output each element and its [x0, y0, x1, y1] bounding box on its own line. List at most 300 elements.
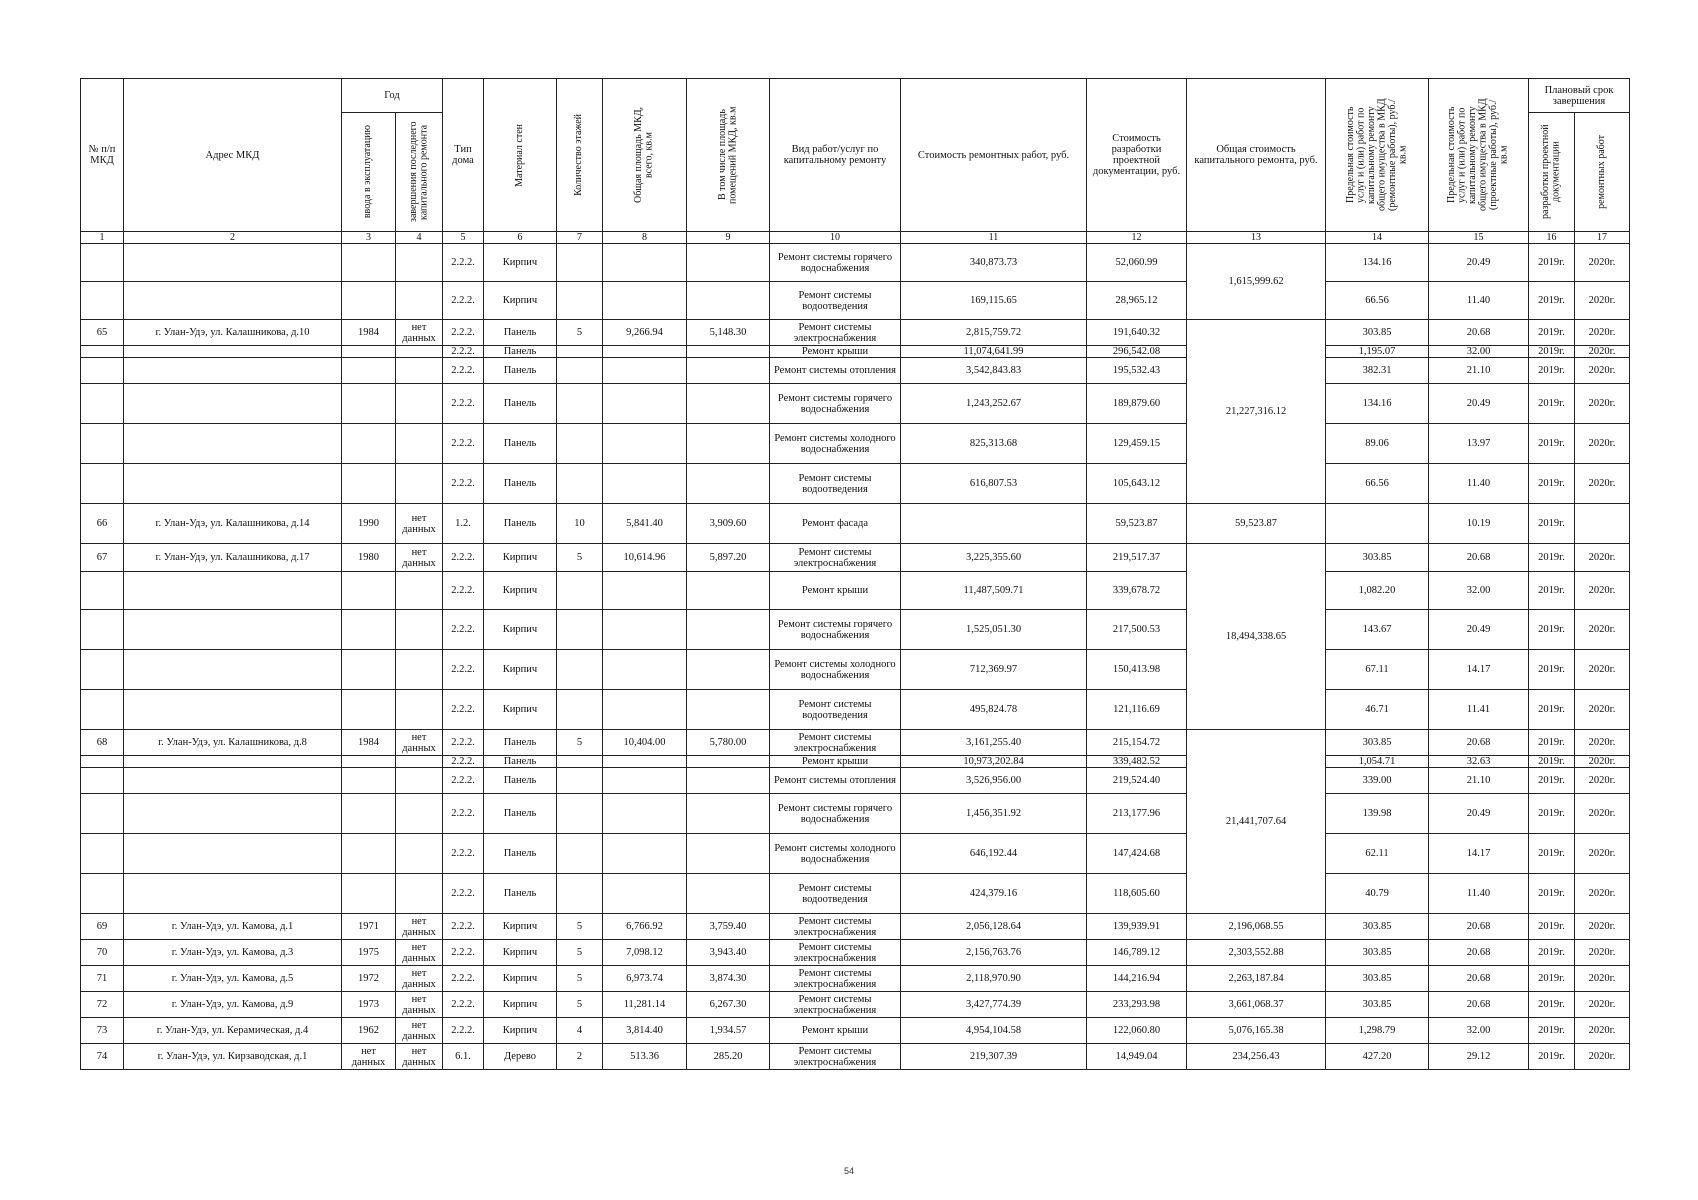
- table-cell: Кирпич: [484, 282, 557, 320]
- table-cell: [124, 244, 342, 282]
- column-number: 8: [603, 232, 687, 244]
- table-cell: 2020г.: [1575, 610, 1630, 650]
- table-cell: [342, 610, 396, 650]
- table-cell: 339,482.52: [1087, 756, 1187, 768]
- table-cell: 29.12: [1429, 1044, 1529, 1070]
- column-number: 3: [342, 232, 396, 244]
- table-cell: [124, 282, 342, 320]
- total-cost: 2,263,187.84: [1187, 966, 1326, 992]
- table-cell: 2.2.2.: [443, 320, 484, 346]
- table-cell: 215,154.72: [1087, 730, 1187, 756]
- table-cell: 1,082.20: [1326, 572, 1429, 610]
- table-cell: 219,517.37: [1087, 544, 1187, 572]
- table-cell: Ремонт фасада: [770, 504, 901, 544]
- table-cell: [603, 424, 687, 464]
- table-row: [81, 282, 1630, 320]
- table-cell: 13.97: [1429, 424, 1529, 464]
- table-cell: 2.2.2.: [443, 384, 484, 424]
- table-row: [81, 874, 1630, 914]
- table-cell: 2019г.: [1529, 690, 1575, 730]
- table-cell: [396, 768, 443, 794]
- table-cell: [687, 384, 770, 424]
- table-cell: 2,815,759.72: [901, 320, 1087, 346]
- table-cell: [687, 650, 770, 690]
- table-cell: 4,954,104.58: [901, 1018, 1087, 1044]
- total-cost: 1,615,999.62: [1187, 244, 1326, 320]
- table-cell: Кирпич: [484, 650, 557, 690]
- table-cell: 2020г.: [1575, 346, 1630, 358]
- header-cell: Общая стоимость капитального ремонта, руб.: [1187, 79, 1326, 232]
- table-cell: [687, 690, 770, 730]
- table-cell: нет данных: [396, 966, 443, 992]
- table-cell: 2020г.: [1575, 768, 1630, 794]
- table-cell: [81, 874, 124, 914]
- table-cell: [124, 690, 342, 730]
- table-cell: [124, 768, 342, 794]
- table-cell: 825,313.68: [901, 424, 1087, 464]
- table-cell: [557, 610, 603, 650]
- table-cell: 2020г.: [1575, 650, 1630, 690]
- table-row: [81, 1018, 1630, 1044]
- table-cell: [81, 834, 124, 874]
- table-cell: 2019г.: [1529, 384, 1575, 424]
- table-cell: 7,098.12: [603, 940, 687, 966]
- table-cell: 2.2.2.: [443, 610, 484, 650]
- table-cell: [603, 572, 687, 610]
- table-cell: Ремонт системы водоотведения: [770, 690, 901, 730]
- table-cell: [1326, 504, 1429, 544]
- table-cell: 67: [81, 544, 124, 572]
- header-cell: Вид работ/услуг по капитальному ремонту: [770, 79, 901, 232]
- table-cell: 2.2.2.: [443, 690, 484, 730]
- table-cell: [687, 756, 770, 768]
- table-cell: 2.2.2.: [443, 464, 484, 504]
- table-cell: Ремонт системы отопления: [770, 358, 901, 384]
- header-cell: разработки проектной документации: [1529, 113, 1575, 232]
- table-cell: 2019г.: [1529, 320, 1575, 346]
- table-cell: 143.67: [1326, 610, 1429, 650]
- table-cell: 1975: [342, 940, 396, 966]
- table-cell: 2020г.: [1575, 834, 1630, 874]
- header-cell: № п/п МКД: [81, 79, 124, 232]
- table-cell: 66.56: [1326, 464, 1429, 504]
- table-cell: 9,266.94: [603, 320, 687, 346]
- table-cell: [603, 464, 687, 504]
- table-cell: 11,281.14: [603, 992, 687, 1018]
- table-cell: [81, 690, 124, 730]
- table-row: [81, 834, 1630, 874]
- table-row: [81, 244, 1630, 282]
- table-row: [81, 966, 1630, 992]
- table-cell: [603, 690, 687, 730]
- table-cell: [603, 650, 687, 690]
- table-cell: г. Улан-Удэ, ул. Калашникова, д.10: [124, 320, 342, 346]
- table-cell: 340,873.73: [901, 244, 1087, 282]
- table-cell: 5: [557, 320, 603, 346]
- table-cell: 6,973.74: [603, 966, 687, 992]
- table-cell: 2020г.: [1575, 424, 1630, 464]
- table-cell: 11.40: [1429, 874, 1529, 914]
- total-cost: 21,227,316.12: [1187, 320, 1326, 504]
- table-cell: [396, 346, 443, 358]
- table-cell: [396, 424, 443, 464]
- table-cell: 2020г.: [1575, 1018, 1630, 1044]
- table-cell: 2019г.: [1529, 730, 1575, 756]
- table-cell: [81, 346, 124, 358]
- table-cell: Ремонт крыши: [770, 756, 901, 768]
- header-cell: Плановый срок завершения: [1529, 79, 1630, 113]
- table-cell: нет данных: [342, 1044, 396, 1070]
- header-cell: В том числе площадь помещений МКД, кв.м: [687, 79, 770, 232]
- header-cell: Тип дома: [443, 79, 484, 232]
- table-cell: [557, 244, 603, 282]
- table-cell: 11.40: [1429, 282, 1529, 320]
- table-cell: [396, 794, 443, 834]
- column-number: 13: [1187, 232, 1326, 244]
- table-cell: Ремонт системы горячего водоснабжения: [770, 794, 901, 834]
- table-cell: [687, 768, 770, 794]
- table-cell: 5,780.00: [687, 730, 770, 756]
- header-cell: Общая площадь МКД, всего, кв.м: [603, 79, 687, 232]
- table-cell: 2: [557, 1044, 603, 1070]
- table-cell: 5: [557, 730, 603, 756]
- table-cell: 5: [557, 914, 603, 940]
- table-cell: 21.10: [1429, 768, 1529, 794]
- table-cell: 71: [81, 966, 124, 992]
- table-cell: Ремонт системы холодного водоснабжения: [770, 424, 901, 464]
- table-cell: 1,456,351.92: [901, 794, 1087, 834]
- table-cell: 5: [557, 544, 603, 572]
- table-cell: 20.68: [1429, 940, 1529, 966]
- table-cell: [603, 358, 687, 384]
- table-cell: [687, 424, 770, 464]
- table-cell: 2019г.: [1529, 768, 1575, 794]
- table-cell: [603, 384, 687, 424]
- table-cell: 65: [81, 320, 124, 346]
- table-row: [81, 940, 1630, 966]
- table-cell: 3,427,774.39: [901, 992, 1087, 1018]
- table-cell: 1990: [342, 504, 396, 544]
- table-cell: 59,523.87: [1087, 504, 1187, 544]
- table-cell: [342, 244, 396, 282]
- table-cell: г. Улан-Удэ, ул. Калашникова, д.8: [124, 730, 342, 756]
- table-cell: [557, 690, 603, 730]
- table-cell: [603, 768, 687, 794]
- table-cell: 2.2.2.: [443, 768, 484, 794]
- table-row: [81, 756, 1630, 768]
- table-cell: Панель: [484, 756, 557, 768]
- table-cell: 303.85: [1326, 966, 1429, 992]
- table-cell: 129,459.15: [1087, 424, 1187, 464]
- table-cell: 616,807.53: [901, 464, 1087, 504]
- table-cell: Ремонт системы электроснабжения: [770, 1044, 901, 1070]
- table-row: [81, 730, 1630, 756]
- table-cell: 2.2.2.: [443, 966, 484, 992]
- table-cell: 2019г.: [1529, 756, 1575, 768]
- table-cell: 121,116.69: [1087, 690, 1187, 730]
- column-number: 16: [1529, 232, 1575, 244]
- table-cell: 32.00: [1429, 346, 1529, 358]
- table-cell: 2019г.: [1529, 992, 1575, 1018]
- table-cell: 2.2.2.: [443, 914, 484, 940]
- table-cell: [124, 756, 342, 768]
- table-cell: 303.85: [1326, 320, 1429, 346]
- table-cell: Панель: [484, 768, 557, 794]
- table-cell: 1,298.79: [1326, 1018, 1429, 1044]
- table-cell: г. Улан-Удэ, ул. Керамическая, д.4: [124, 1018, 342, 1044]
- table-cell: [342, 464, 396, 504]
- table-cell: 2019г.: [1529, 346, 1575, 358]
- table-cell: 32.00: [1429, 1018, 1529, 1044]
- table-cell: 2.2.2.: [443, 1018, 484, 1044]
- total-cost: 2,196,068.55: [1187, 914, 1326, 940]
- table-cell: 303.85: [1326, 544, 1429, 572]
- table-cell: 2020г.: [1575, 282, 1630, 320]
- table-cell: [603, 756, 687, 768]
- table-cell: 2020г.: [1575, 320, 1630, 346]
- table-cell: нет данных: [396, 992, 443, 1018]
- table-cell: 3,874.30: [687, 966, 770, 992]
- table-cell: 11.41: [1429, 690, 1529, 730]
- table-cell: Панель: [484, 464, 557, 504]
- table-cell: 3,526,956.00: [901, 768, 1087, 794]
- table-cell: Дерево: [484, 1044, 557, 1070]
- header-cell: Стоимость разработки проектной документации, руб.: [1087, 79, 1187, 232]
- table-cell: 40.79: [1326, 874, 1429, 914]
- column-number: 10: [770, 232, 901, 244]
- table-cell: [603, 346, 687, 358]
- table-cell: [557, 464, 603, 504]
- table-cell: 6,766.92: [603, 914, 687, 940]
- table-row: [81, 320, 1630, 346]
- table-cell: 303.85: [1326, 992, 1429, 1018]
- table-cell: 2.2.2.: [443, 730, 484, 756]
- table-cell: 134.16: [1326, 244, 1429, 282]
- table-cell: 1,243,252.67: [901, 384, 1087, 424]
- table-cell: 513.36: [603, 1044, 687, 1070]
- table-cell: 2020г.: [1575, 572, 1630, 610]
- table-cell: [557, 346, 603, 358]
- table-cell: [396, 464, 443, 504]
- column-number: 1: [81, 232, 124, 244]
- table-cell: [557, 384, 603, 424]
- table-cell: 195,532.43: [1087, 358, 1187, 384]
- table-cell: [687, 244, 770, 282]
- table-cell: 2.2.2.: [443, 992, 484, 1018]
- total-cost: 59,523.87: [1187, 504, 1326, 544]
- table-cell: [557, 874, 603, 914]
- table-cell: 2.2.2.: [443, 572, 484, 610]
- column-number: 14: [1326, 232, 1429, 244]
- table-cell: г. Улан-Удэ, ул. Камова, д.1: [124, 914, 342, 940]
- table-row: [81, 358, 1630, 384]
- table-row: [81, 504, 1630, 544]
- table-cell: [81, 650, 124, 690]
- header-cell: Предельная стоимость услуг и (или) работ по капитальному ремонту общего имущества в МКД (проектные работы), руб./кв.м: [1429, 79, 1529, 232]
- table-cell: 14.17: [1429, 834, 1529, 874]
- table-cell: 3,225,355.60: [901, 544, 1087, 572]
- table-row: [81, 690, 1630, 730]
- table-cell: 5,897.20: [687, 544, 770, 572]
- table-cell: 10.19: [1429, 504, 1529, 544]
- table-cell: 1,054.71: [1326, 756, 1429, 768]
- table-cell: 146,789.12: [1087, 940, 1187, 966]
- table-cell: 72: [81, 992, 124, 1018]
- table-cell: Ремонт системы электроснабжения: [770, 544, 901, 572]
- page-number: 54: [843, 1166, 854, 1176]
- table-cell: Ремонт системы водоотведения: [770, 282, 901, 320]
- table-cell: 6.1.: [443, 1044, 484, 1070]
- table-cell: 32.63: [1429, 756, 1529, 768]
- table-cell: 382.31: [1326, 358, 1429, 384]
- table-cell: Панель: [484, 424, 557, 464]
- table-cell: Панель: [484, 358, 557, 384]
- table-cell: г. Улан-Удэ, ул. Камова, д.5: [124, 966, 342, 992]
- header-cell: Количество этажей: [557, 79, 603, 232]
- table-cell: 14,949.04: [1087, 1044, 1187, 1070]
- table-cell: [396, 358, 443, 384]
- table-cell: 2019г.: [1529, 464, 1575, 504]
- table-cell: 20.49: [1429, 244, 1529, 282]
- column-number: 9: [687, 232, 770, 244]
- table-cell: 3,943.40: [687, 940, 770, 966]
- table-cell: Панель: [484, 320, 557, 346]
- table-cell: 20.68: [1429, 320, 1529, 346]
- table-cell: 118,605.60: [1087, 874, 1187, 914]
- table-cell: [687, 572, 770, 610]
- table-cell: 5,148.30: [687, 320, 770, 346]
- table-row: [81, 768, 1630, 794]
- table-cell: 2.2.2.: [443, 424, 484, 464]
- table-cell: Ремонт системы отопления: [770, 768, 901, 794]
- capital-repair-table: [80, 78, 1630, 1070]
- table-cell: 712,369.97: [901, 650, 1087, 690]
- table-cell: 139.98: [1326, 794, 1429, 834]
- table-cell: 68: [81, 730, 124, 756]
- table-cell: Ремонт системы горячего водоснабжения: [770, 244, 901, 282]
- table-cell: 2020г.: [1575, 794, 1630, 834]
- table-cell: 20.49: [1429, 794, 1529, 834]
- table-cell: [81, 572, 124, 610]
- total-cost: 234,256.43: [1187, 1044, 1326, 1070]
- table-cell: [396, 244, 443, 282]
- column-number: 2: [124, 232, 342, 244]
- table-cell: 2020г.: [1575, 756, 1630, 768]
- table-cell: 2.2.2.: [443, 346, 484, 358]
- table-cell: [396, 384, 443, 424]
- table-cell: 646,192.44: [901, 834, 1087, 874]
- table-cell: [687, 346, 770, 358]
- table-cell: [557, 768, 603, 794]
- table-cell: [342, 690, 396, 730]
- table-cell: 20.68: [1429, 544, 1529, 572]
- table-cell: 303.85: [1326, 730, 1429, 756]
- table-cell: 6,267.30: [687, 992, 770, 1018]
- table-cell: 1,934.57: [687, 1018, 770, 1044]
- table-cell: [603, 834, 687, 874]
- table-cell: 2.2.2.: [443, 650, 484, 690]
- table-cell: нет данных: [396, 1044, 443, 1070]
- table-cell: 2019г.: [1529, 1044, 1575, 1070]
- table-cell: Ремонт системы холодного водоснабжения: [770, 834, 901, 874]
- table-cell: [81, 610, 124, 650]
- table-cell: 2019г.: [1529, 650, 1575, 690]
- table-cell: 2019г.: [1529, 940, 1575, 966]
- column-number-row: [81, 232, 1630, 244]
- table-cell: [396, 756, 443, 768]
- table-cell: Кирпич: [484, 1018, 557, 1044]
- table-cell: 3,161,255.40: [901, 730, 1087, 756]
- header-cell: Адрес МКД: [124, 79, 342, 232]
- table-cell: [342, 346, 396, 358]
- table-cell: Ремонт системы электроснабжения: [770, 914, 901, 940]
- table-cell: [557, 756, 603, 768]
- table-cell: 2.2.2.: [443, 940, 484, 966]
- table-cell: г. Улан-Удэ, ул. Кирзаводская, д.1: [124, 1044, 342, 1070]
- table-cell: 2020г.: [1575, 992, 1630, 1018]
- table-cell: 2.2.2.: [443, 794, 484, 834]
- table-cell: [342, 572, 396, 610]
- table-cell: 285.20: [687, 1044, 770, 1070]
- table-cell: Кирпич: [484, 992, 557, 1018]
- table-cell: 1962: [342, 1018, 396, 1044]
- table-cell: [557, 358, 603, 384]
- header-cell: ввода в эксплуатацию: [342, 113, 396, 232]
- table-cell: [81, 464, 124, 504]
- table-cell: 2019г.: [1529, 424, 1575, 464]
- table-cell: Ремонт системы водоотведения: [770, 874, 901, 914]
- table-cell: 20.68: [1429, 730, 1529, 756]
- table-cell: 74: [81, 1044, 124, 1070]
- table-cell: 2019г.: [1529, 544, 1575, 572]
- table-cell: 2,056,128.64: [901, 914, 1087, 940]
- table-cell: 1,195.07: [1326, 346, 1429, 358]
- table-cell: Ремонт системы электроснабжения: [770, 730, 901, 756]
- table-cell: 2.2.2.: [443, 756, 484, 768]
- table-cell: 2019г.: [1529, 572, 1575, 610]
- total-cost: 5,076,165.38: [1187, 1018, 1326, 1044]
- table-cell: [603, 282, 687, 320]
- table-cell: нет данных: [396, 504, 443, 544]
- table-row: [81, 610, 1630, 650]
- table-row: [81, 650, 1630, 690]
- table-cell: г. Улан-Удэ, ул. Камова, д.3: [124, 940, 342, 966]
- table-cell: 20.68: [1429, 992, 1529, 1018]
- table-cell: 427.20: [1326, 1044, 1429, 1070]
- table-cell: 2020г.: [1575, 358, 1630, 384]
- table-row: [81, 544, 1630, 572]
- table-cell: Кирпич: [484, 914, 557, 940]
- total-cost: 3,661,068.37: [1187, 992, 1326, 1018]
- table-cell: 5: [557, 966, 603, 992]
- header-cell: Год: [342, 79, 443, 113]
- table-cell: 66: [81, 504, 124, 544]
- column-number: 7: [557, 232, 603, 244]
- table-cell: [124, 650, 342, 690]
- table-cell: Ремонт системы электроснабжения: [770, 940, 901, 966]
- table-cell: 144,216.94: [1087, 966, 1187, 992]
- table-cell: [687, 282, 770, 320]
- table-cell: Ремонт крыши: [770, 346, 901, 358]
- header-cell: Предельная стоимость услуг и (или) работ по капитальному ремонту общего имущества в МКД (ремонтные работы), руб./кв.м: [1326, 79, 1429, 232]
- table-cell: [342, 794, 396, 834]
- table-row: [81, 424, 1630, 464]
- table-cell: 2020г.: [1575, 244, 1630, 282]
- table-cell: 2.2.2.: [443, 834, 484, 874]
- table-cell: [557, 424, 603, 464]
- table-row: [81, 346, 1630, 358]
- table-cell: 191,640.32: [1087, 320, 1187, 346]
